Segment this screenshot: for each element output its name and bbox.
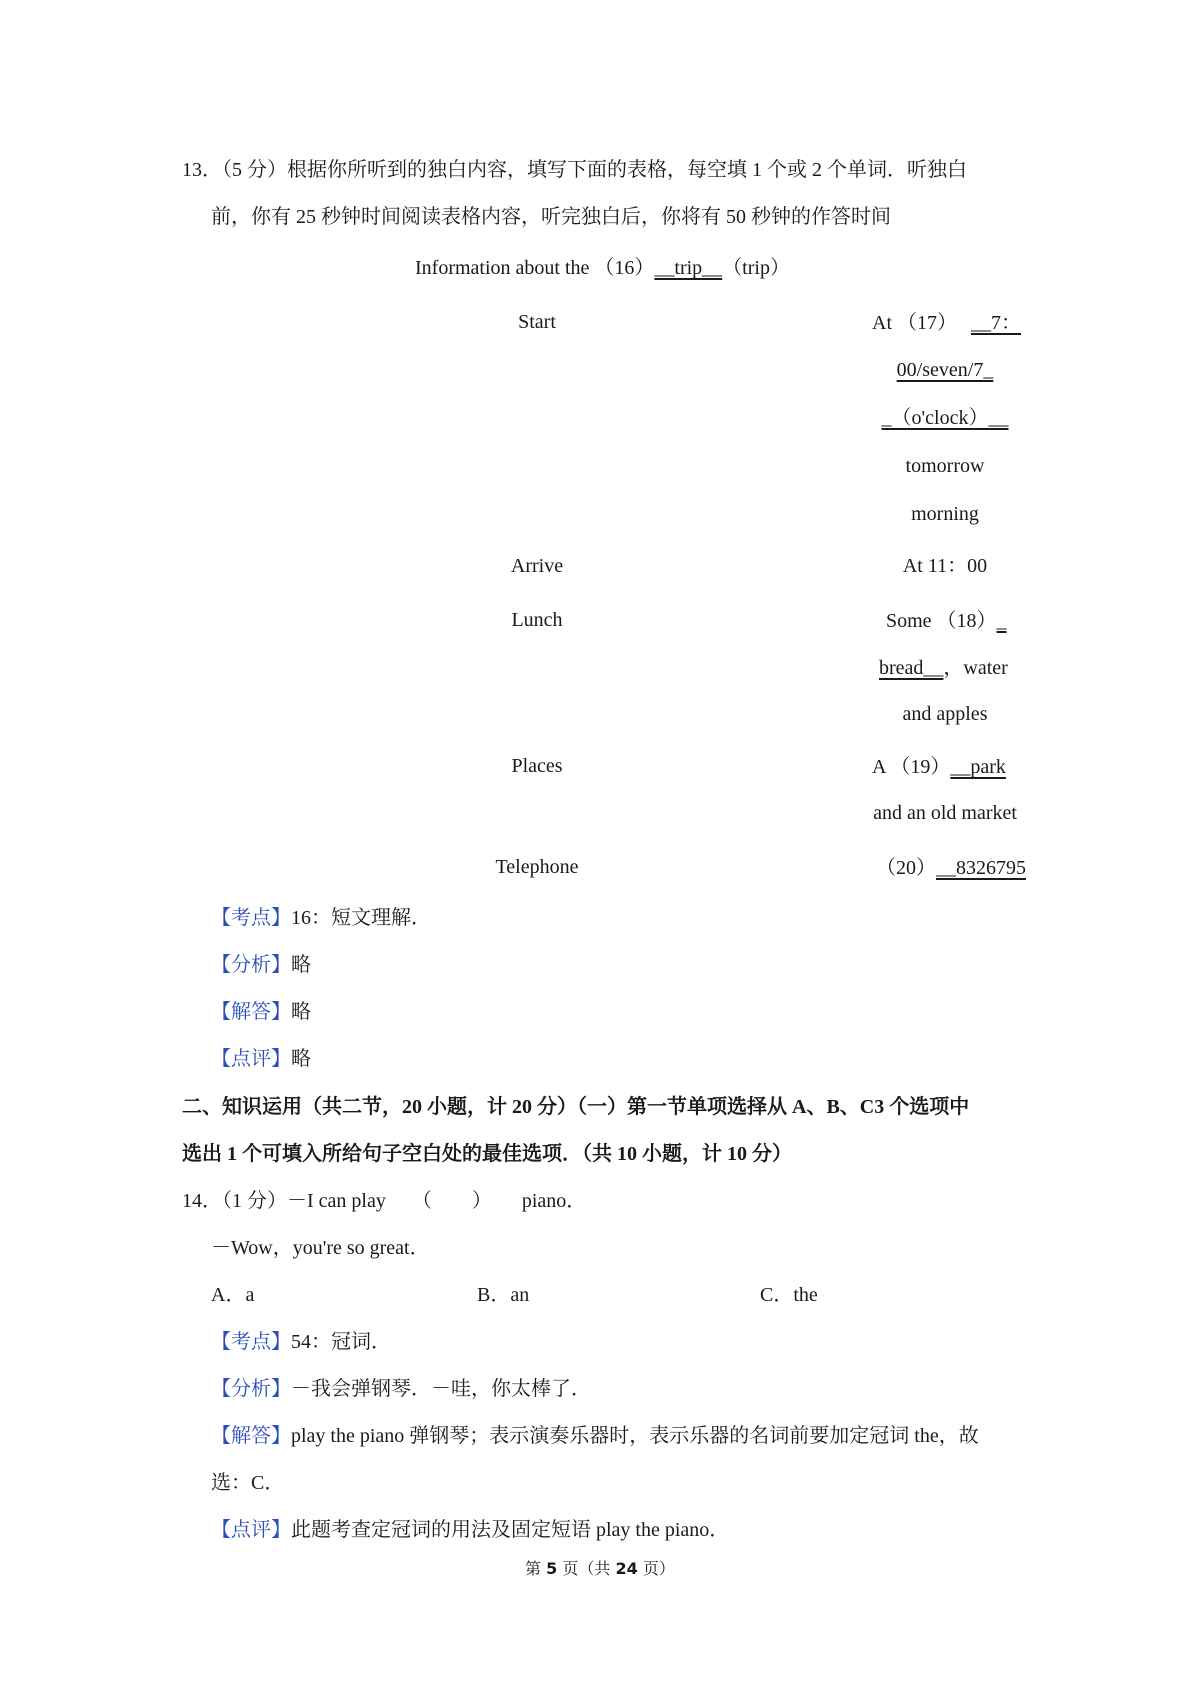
answer-20: __8326795 — [936, 857, 1026, 879]
section2-heading-line1: 二、知识运用（共二节，20 小题，计 20 分）（一）第一节单项选择从 A、B、C3 个选项中 — [182, 1096, 970, 1118]
page-footer — [525, 1561, 675, 1577]
row-label-start: Start — [518, 311, 556, 333]
q13-fenxi — [211, 955, 311, 975]
lunch-prefix: Some （18） — [886, 610, 997, 632]
jieda-tag: 【解答】 — [211, 1425, 291, 1447]
q14-fenxi — [211, 1379, 591, 1399]
start-prefix: At （17） — [872, 312, 957, 334]
row-label-arrive: Arrive — [510, 555, 564, 577]
phone-value — [876, 858, 1026, 878]
q14-option-c: C．the — [760, 1284, 818, 1306]
answer-17-part2: 00/seven/7_ — [896, 359, 994, 381]
q14-kaodian — [211, 1332, 391, 1352]
lunch-value-line1 — [886, 611, 1007, 631]
table-title-prefix: Information about the （16） — [415, 257, 655, 279]
lunch-mid: ，water — [943, 657, 1008, 679]
footer-pre: 第 — [525, 1559, 542, 1578]
q13-dianping — [211, 1049, 311, 1069]
footer-post: 页） — [642, 1559, 675, 1578]
table-title — [415, 258, 790, 278]
start-rest-1: tomorrow — [905, 455, 985, 477]
kaodian-text: 16：短文理解． — [291, 907, 431, 929]
q14-jieda-line2: 选：C． — [211, 1472, 285, 1494]
places-rest: and an old market — [873, 802, 1017, 824]
row-label-places: Places — [511, 755, 563, 777]
places-prefix: A （19） — [872, 756, 951, 778]
answer-17-part1: __7： — [971, 312, 1021, 334]
answer-17-part3-wrap — [845, 394, 1045, 442]
q14-dianping — [211, 1520, 729, 1540]
q14-blank: （ ） — [411, 1190, 492, 1212]
section2-heading-line2: 选出 1 个可填入所给句子空白处的最佳选项．（共 10 小题，计 10 分） — [182, 1143, 792, 1165]
q14-stem-suffix: piano． — [521, 1190, 587, 1212]
kaodian-tag: 【考点】 — [211, 907, 291, 929]
answer-18-part2: bread__ — [879, 657, 944, 679]
answer-17-part3: _（o'clock）__ — [881, 407, 1009, 429]
q13-stem-line2: 前，你有 25 秒钟时间阅读表格内容，听完独白后，你将有 50 秒钟的作答时间 — [211, 206, 891, 228]
answer-19: __park — [950, 756, 1006, 778]
q13-jieda — [211, 1002, 311, 1022]
table-title-suffix: （trip） — [722, 257, 790, 279]
footer-page-number: 5 — [546, 1559, 558, 1578]
fenxi-text: －我会弹钢琴．－哇，你太棒了． — [291, 1378, 591, 1400]
dianping-tag: 【点评】 — [211, 1048, 291, 1070]
dianping-text: 此题考查定冠词的用法及固定短语 play the piano． — [291, 1519, 730, 1541]
jieda-tag: 【解答】 — [211, 1001, 291, 1023]
dianping-tag: 【点评】 — [211, 1519, 291, 1541]
footer-total-pages: 24 — [615, 1559, 638, 1578]
row-label-telephone: Telephone — [495, 856, 579, 878]
fenxi-tag: 【分析】 — [211, 1378, 291, 1400]
start-rest-2: morning — [911, 503, 979, 525]
answer-17-part2-wrap — [845, 346, 1045, 394]
kaodian-text: 54：冠词． — [291, 1331, 391, 1353]
places-value-line1 — [872, 757, 1006, 777]
jieda-text: 略 — [291, 1001, 311, 1023]
row-label-lunch: Lunch — [511, 609, 563, 631]
jieda-text-line1: play the piano 弹钢琴；表示演奏乐器时，表示乐器的名词前要加定冠词 the，故 — [291, 1425, 979, 1447]
q13-kaodian — [211, 908, 431, 928]
kaodian-tag: 【考点】 — [211, 1331, 291, 1353]
fenxi-tag: 【分析】 — [211, 954, 291, 976]
lunch-value-line2 — [879, 658, 1008, 678]
fenxi-text: 略 — [291, 954, 311, 976]
q14-jieda — [211, 1426, 979, 1446]
q14-reply: －Wow，you're so great． — [211, 1237, 430, 1259]
q14-option-a: A．a — [211, 1284, 255, 1306]
answer-16: __trip__ — [654, 257, 723, 279]
arrive-value: At 11：00 — [902, 555, 988, 577]
lunch-rest: and apples — [902, 703, 988, 725]
dianping-text: 略 — [291, 1048, 311, 1070]
start-value — [872, 313, 1021, 333]
q14-stem-prefix: 14．（1 分）－I can play — [182, 1190, 386, 1212]
q14-stem — [182, 1191, 586, 1211]
footer-mid: 页（共 — [562, 1559, 611, 1578]
q13-stem-line1: 13．（5 分）根据你所听到的独白内容，填写下面的表格，每空填 1 个或 2 个单词．听独白 — [182, 159, 967, 181]
answer-18-part1: _ — [996, 610, 1007, 632]
q14-option-b: B．an — [477, 1284, 530, 1306]
phone-prefix: （20） — [876, 857, 936, 879]
